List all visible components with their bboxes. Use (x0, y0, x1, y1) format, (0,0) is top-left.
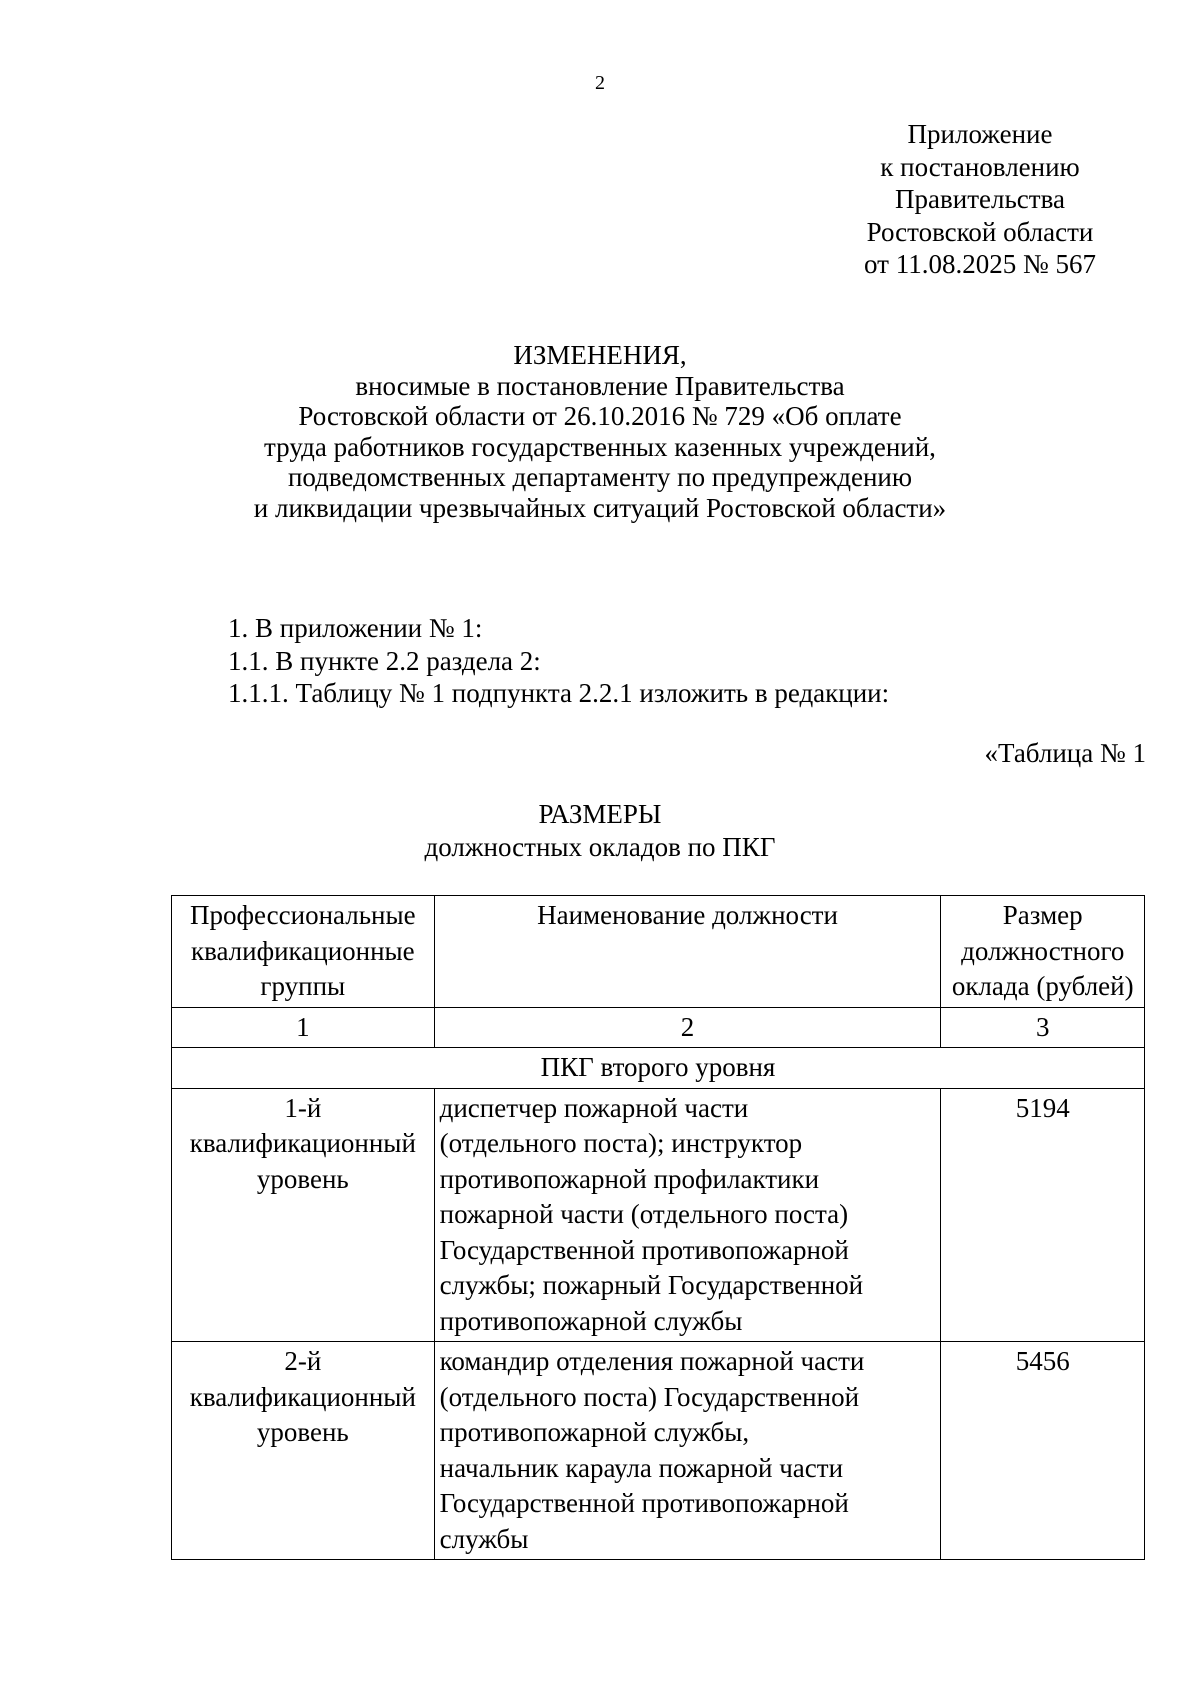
appendix-line: от 11.08.2025 № 567 (864, 249, 1096, 279)
column-number-row (172, 1007, 1145, 1048)
level-text: 1-й (284, 1092, 322, 1123)
table-row (172, 1088, 1145, 1342)
header-cell-groups (172, 896, 435, 1008)
header-text: Наименование должности (537, 900, 838, 930)
table-title-subheading: должностных окладов по ПКГ (424, 832, 776, 862)
appendix-line: к постановлению (880, 151, 1080, 182)
table-row (172, 1342, 1145, 1560)
salary-cell: 5456 (941, 1342, 1145, 1560)
appendix-block (800, 118, 1160, 281)
level-text: уровень (256, 1417, 349, 1447)
level-text: уровень (256, 1163, 349, 1194)
title-line: вносимые в постановление Правительства (355, 370, 845, 401)
appendix-line: Ростовской области (866, 216, 1094, 247)
title-line: Ростовской области от 26.10.2016 № 729 «Об оплате (298, 401, 902, 431)
position-text: службы; пожарный Государственной (439, 1270, 864, 1300)
position-text: пожарной части (отдельного поста) (439, 1199, 849, 1229)
group-title-row (172, 1048, 1145, 1089)
table-title-heading: РАЗМЕРЫ (538, 799, 662, 829)
header-text: Профессиональные (190, 900, 416, 930)
position-text: службы (439, 1523, 529, 1554)
positions-cell (434, 1342, 941, 1560)
salary-table (171, 895, 1145, 1560)
level-text: 2-й (284, 1346, 322, 1376)
position-text: командир отделения пожарной части (439, 1346, 865, 1376)
instruction-item: 1.1.1. Таблицу № 1 подпункта 2.2.1 изложить в редакции: (228, 678, 890, 708)
position-text: Государственной противопожарной (439, 1488, 849, 1518)
position-text: противопожарной службы, (439, 1417, 750, 1447)
level-cell (172, 1088, 435, 1342)
instructions-block (228, 612, 889, 710)
header-text: Размер (1002, 900, 1083, 930)
header-text: оклада (рублей) (951, 971, 1134, 1001)
header-cell-position (434, 896, 941, 1008)
column-number: 2 (434, 1007, 941, 1048)
position-text: противопожарной профилактики (439, 1163, 820, 1194)
page-number: 2 (595, 72, 605, 94)
position-text: (отдельного поста); инструктор (439, 1128, 803, 1158)
appendix-line: Приложение (907, 119, 1053, 149)
title-heading: ИЗМЕНЕНИЯ, (513, 340, 687, 370)
level-text: квалификационный (189, 1128, 416, 1158)
position-text: диспетчер пожарной части (439, 1092, 749, 1123)
column-number: 3 (941, 1007, 1145, 1048)
salary-cell: 5194 (941, 1088, 1145, 1342)
table-label: «Таблица № 1 (984, 738, 1146, 768)
title-line: подведомственных департаменту по предупреждению (287, 462, 913, 492)
level-cell (172, 1342, 435, 1560)
header-text: квалификационные (190, 935, 415, 966)
title-line: труда работников государственных казенных учреждений, (264, 431, 936, 462)
table-title (0, 798, 1200, 864)
title-line: и ликвидации чрезвычайных ситуаций Ростовской области» (253, 492, 947, 523)
group-title: ПКГ второго уровня (172, 1048, 1145, 1089)
level-text: квалификационный (189, 1381, 416, 1412)
header-text: должностного (961, 935, 1125, 966)
position-text: (отдельного поста) Государственной (439, 1381, 860, 1412)
position-text: Государственной противопожарной (439, 1234, 849, 1265)
instruction-item: 1. В приложении № 1: (228, 613, 483, 643)
header-cell-salary (941, 896, 1145, 1008)
column-number: 1 (172, 1007, 435, 1048)
header-text: группы (260, 971, 346, 1001)
instruction-item: 1.1. В пункте 2.2 раздела 2: (228, 645, 541, 676)
positions-cell (434, 1088, 941, 1342)
table-header-row (172, 896, 1145, 1008)
appendix-line: Правительства (895, 184, 1065, 214)
position-text: противопожарной службы (439, 1305, 743, 1336)
document-title (0, 340, 1200, 523)
position-text: начальник караула пожарной части (439, 1452, 844, 1483)
